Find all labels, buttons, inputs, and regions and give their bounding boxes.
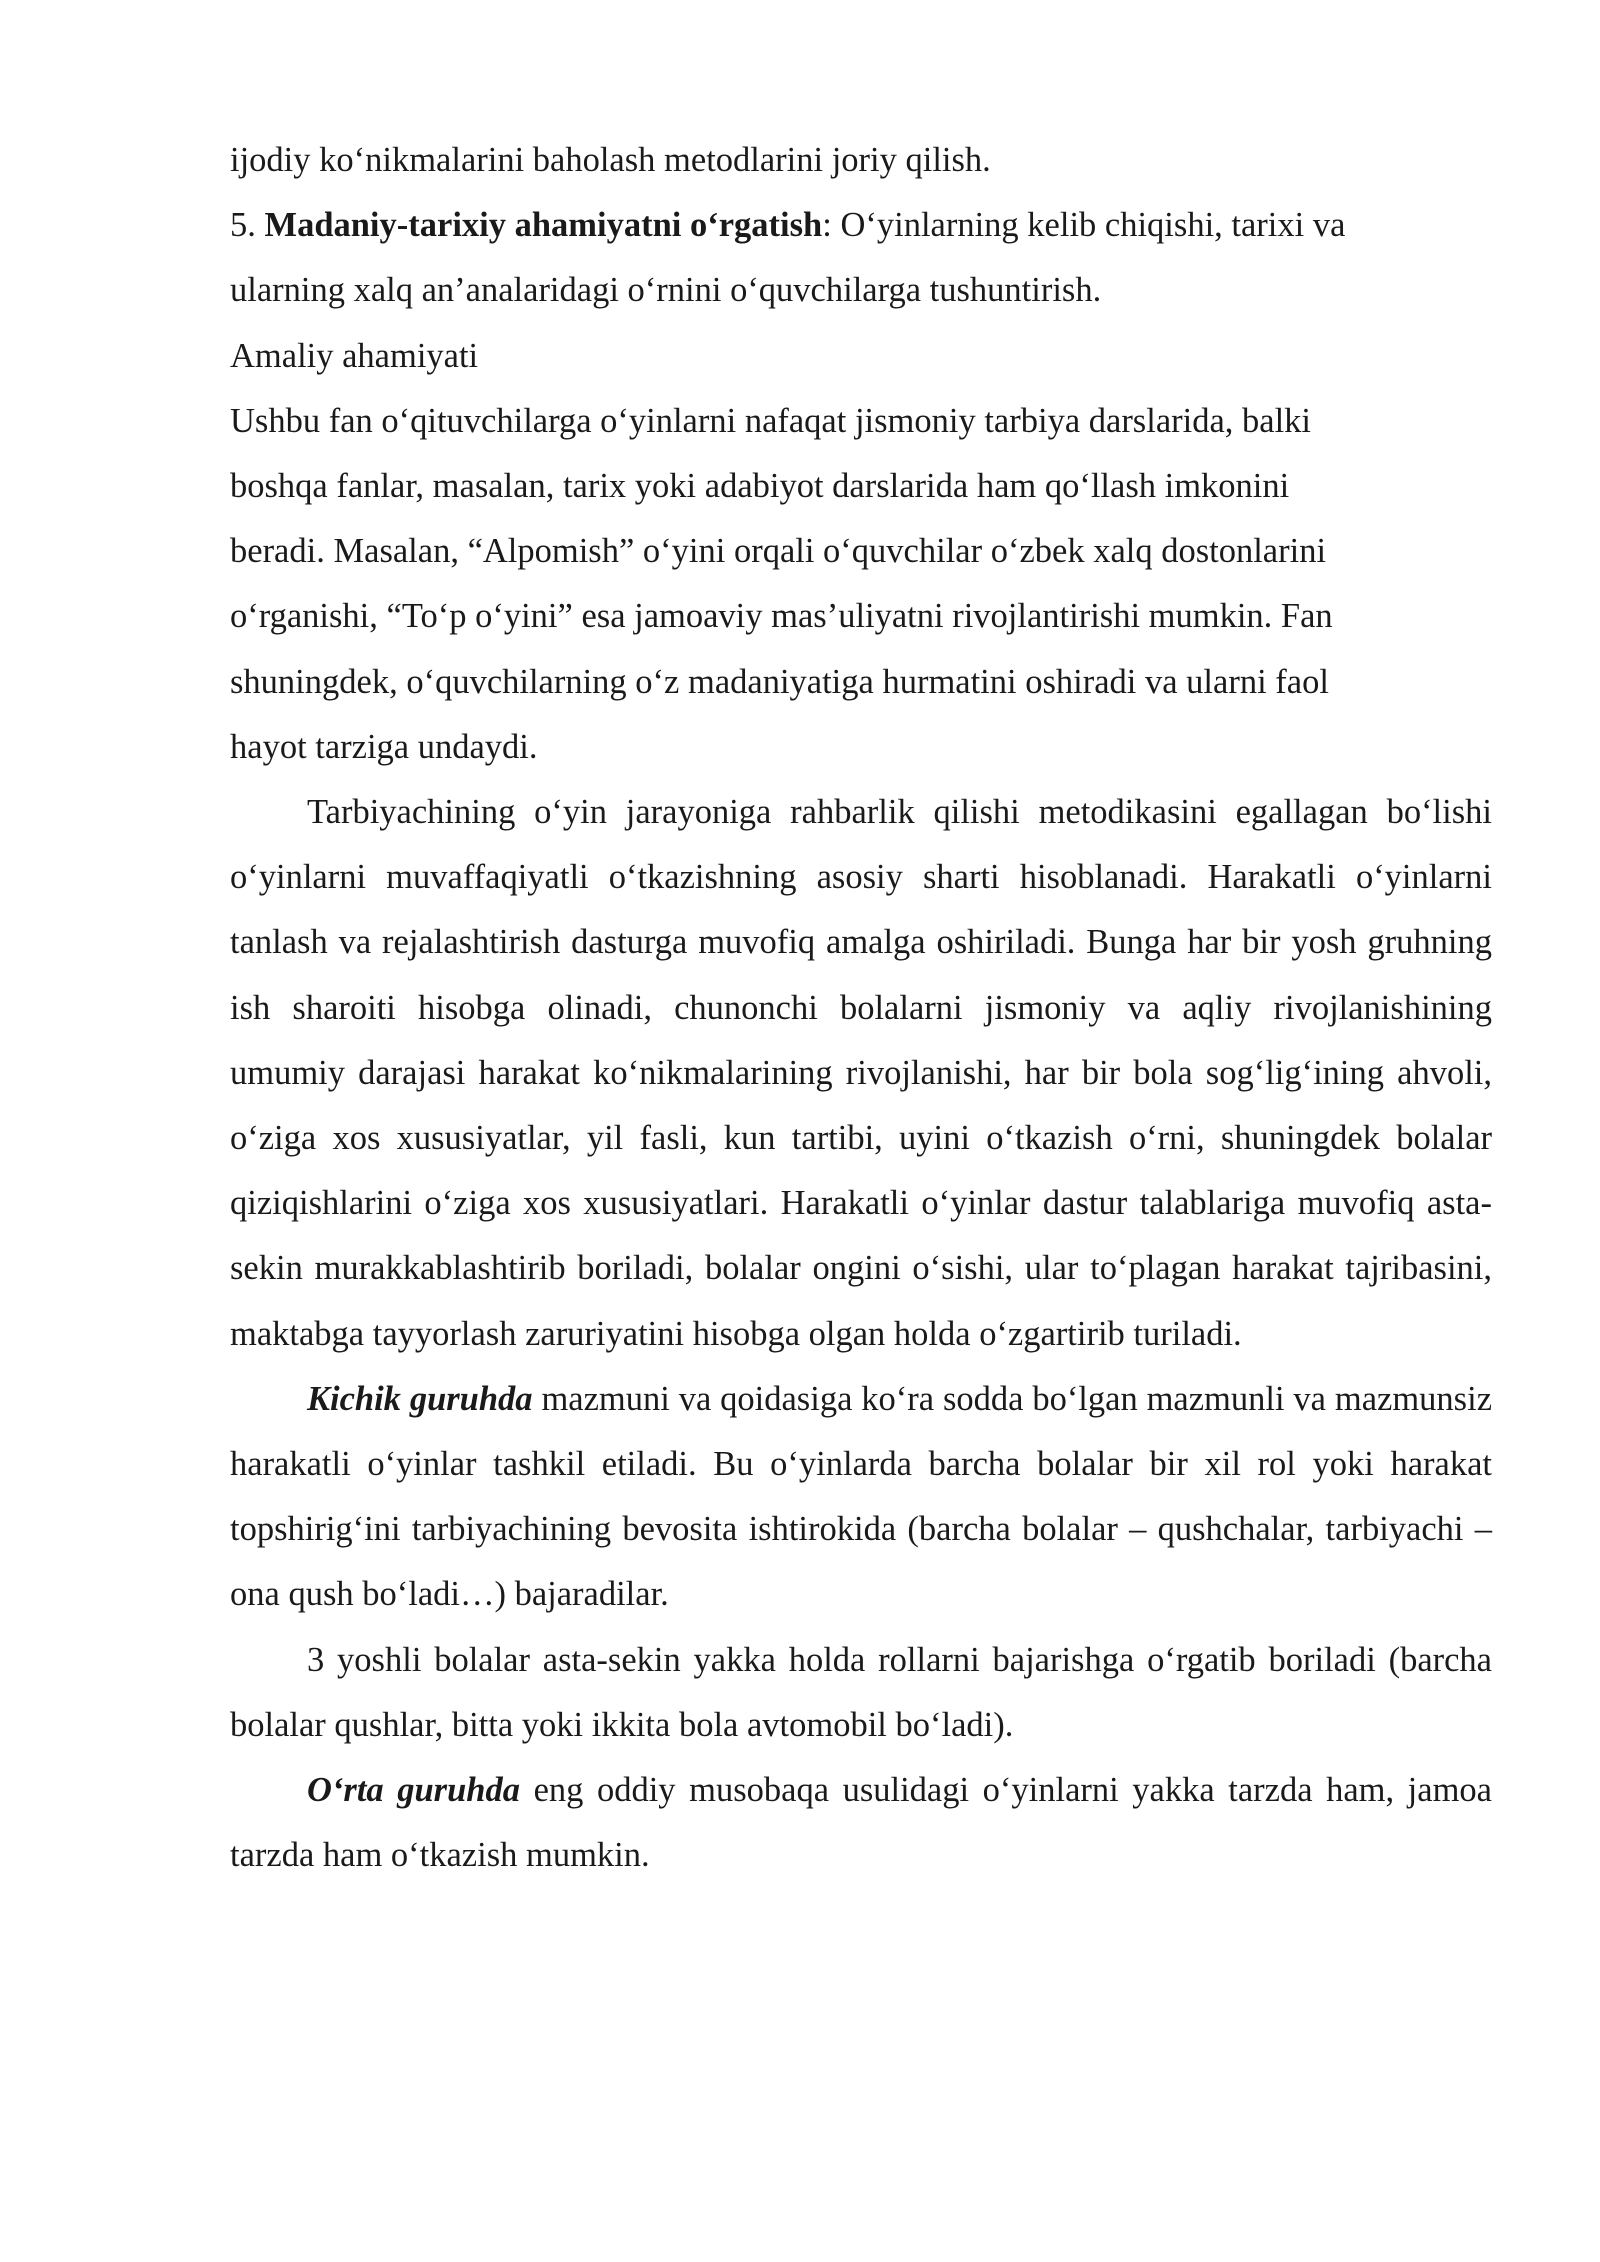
orta-guruh-lead: O‘rta guruhda: [307, 1771, 520, 1810]
continuation-line: ijodiy ko‘nikmalarini baholash metodlarini joriy qilish.: [230, 141, 991, 179]
list-item-5: [230, 193, 1492, 258]
kichik-guruh-lead: Kichik guruhda: [307, 1379, 533, 1418]
practical-paragraph: [230, 389, 1492, 780]
document-page: [230, 128, 1492, 1888]
practical-line: o‘rganishi, “To‘p o‘yini” esa jamoaviy mas’uliyatni rivojlantirishi mumkin. Fan: [230, 597, 1333, 636]
list-item-title: Madaniy-tarixiy ahamiyatni o‘rgatish: [264, 206, 823, 245]
orta-guruh-text: eng oddiy musobaqa usulidagi o‘yinlarni yakka tarzda ham, jamoa tarzda ham o‘tkazish mumkin.: [230, 1771, 1492, 1875]
paragraph-tarbiyachi: Tarbiyachining o‘yin jarayoniga rahbarlik qilishi metodikasini egallagan bo‘lishi o‘yinlarni muvaffaqiyatli o‘tkazishning asosiy sharti hisoblanadi. Harakatli o‘yinlarni tanlash va rejalashtirish dasturga muvofiq amalga oshiriladi. Bunga har bir yosh gruhning ish sharoiti hisobga olinadi, chunonchi bolalarni jismoniy va aqliy rivojlanishining umumiy darajasi harakat ko‘nikmalarining rivojlanishi, har bir bola sog‘lig‘ining ahvoli, o‘ziga xos xususiyatlar, yil fasli, kun tartibi, uyini o‘tkazish o‘rni, shuningdek bolalar qiziqishlarini o‘ziga xos xususiyatlari. Harakatli o‘yinlar dastur talablariga muvofiq asta-sekin murakkablashtirib boriladi, bolalar ongini o‘sishi, ular to‘plagan harakat tajribasini, maktabga tayyorlash zaruriyatini hisobga olgan holda o‘zgartirib turiladi.: [230, 793, 1492, 1353]
kichik-guruh-text: mazmuni va qoidasiga ko‘ra sodda bo‘lgan mazmunli va mazmunsiz harakatli o‘yinlar tashkil etiladi. Bu o‘yinlarda barcha bolalar bir xil rol yoki harakat topshirig‘ini tarbiyachining bevosita ishtirokida (barcha bolalar – qushchalar, tarbiyachi – ona qush bo‘ladi…) bajaradilar.: [230, 1379, 1493, 1614]
paragraph-3-yosh: 3 yoshli bolalar asta-sekin yakka holda rollarni bajarishga o‘rgatib boriladi (barcha bolalar qushlar, bitta yoki ikkita bola avtomobil bo‘ladi).: [230, 1640, 1492, 1744]
list-item-5-continuation: ularning xalq an’analaridagi o‘rnini o‘quvchilarga tushuntirish.: [230, 271, 1102, 310]
practical-line: beradi. Masalan, “Alpomish” o‘yini orqali o‘quvchilar o‘zbek xalq dostonlarini: [230, 532, 1327, 571]
practical-line: Ushbu fan o‘qituvchilarga o‘yinlarni nafaqat jismoniy tarbiya darslarida, balki: [230, 401, 1312, 440]
section-heading: Amaliy ahamiyati: [230, 336, 479, 375]
practical-line: hayot tarziga undaydi.: [230, 727, 538, 766]
practical-line: boshqa fanlar, masalan, tarix yoki adabiyot darslarida ham qo‘llash imkonini: [230, 467, 1290, 506]
paragraph-orta-guruh: [230, 1758, 1492, 1888]
list-item-text: O‘yinlarning kelib chiqishi, tarixi va: [831, 206, 1346, 245]
list-item-colon: :: [822, 206, 832, 245]
paragraph-kichik-guruh: [230, 1367, 1492, 1628]
list-item-number: 5.: [230, 206, 265, 245]
practical-line: shuningdek, o‘quvchilarning o‘z madaniyatiga hurmatini oshiradi va ularni faol: [230, 662, 1329, 701]
